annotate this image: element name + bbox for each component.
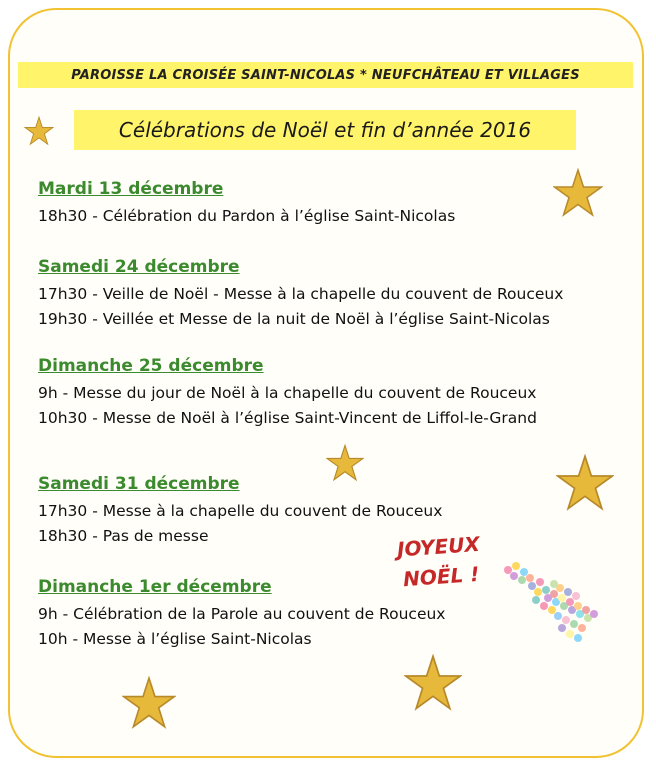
day-heading: Samedi 31 décembre [38,474,240,494]
event-line: 9h - Célébration de la Parole au couvent de Rouceux [38,605,446,623]
event-line: 19h30 - Veillée et Messe de la nuit de Noël à l’église Saint-Nicolas [38,310,550,328]
star-icon [556,454,614,512]
star-icon [326,444,364,482]
star-icon [404,654,462,712]
page-title: Célébrations de Noël et fin d’année 2016 [74,110,576,150]
day-heading: Samedi 24 décembre [38,257,240,277]
day-heading: Mardi 13 décembre [38,179,224,199]
day-heading: Dimanche 1er décembre [38,577,272,597]
star-icon [24,116,54,146]
star-icon [553,168,603,218]
dove-icon [496,548,606,658]
day-heading: Dimanche 25 décembre [38,356,264,376]
greeting-line-1: JOYEUX [396,531,481,562]
schedule-day-3 [38,355,537,431]
schedule-day-1 [38,178,455,229]
event-line: 18h30 - Pas de messe [38,527,209,545]
event-line: 9h - Messe du jour de Noël à la chapelle du couvent de Rouceux [38,384,537,402]
parish-banner: PAROISSE LA CROISÉE SAINT-NICOLAS * NEUFCHÂTEAU ET VILLAGES [18,62,633,88]
event-line: 17h30 - Veille de Noël - Messe à la chapelle du couvent de Rouceux [38,285,564,303]
schedule-day-4 [38,473,442,549]
schedule-day-2 [38,256,563,332]
event-line: 10h30 - Messe de Noël à l’église Saint-Vincent de Liffol-le-Grand [38,409,537,427]
event-line: 18h30 - Célébration du Pardon à l’église Saint-Nicolas [38,207,456,225]
greeting-line-2: NOËL ! [402,561,481,592]
star-icon [122,676,176,730]
event-line: 17h30 - Messe à la chapelle du couvent de Rouceux [38,502,443,520]
schedule-day-5 [38,576,445,652]
event-line: 10h - Messe à l’église Saint-Nicolas [38,630,312,648]
